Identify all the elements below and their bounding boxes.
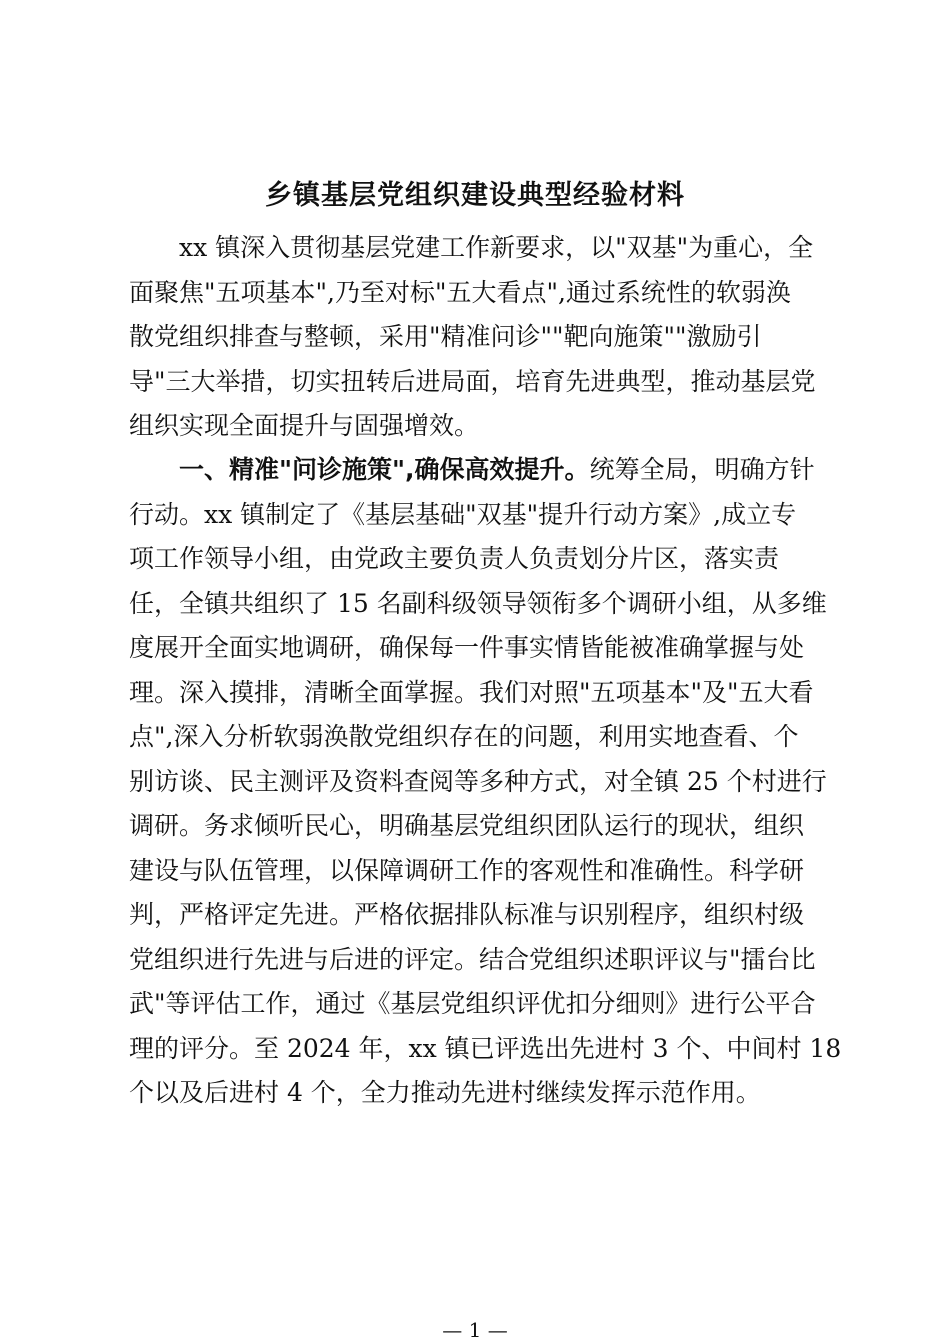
paragraph-line: 散党组织排查与整顿，采用"精准问诊""靶向施策""激励引 (129, 322, 762, 351)
paragraph-line: 项工作领导小组，由党政主要负责人负责划分片区，落实责 (129, 544, 780, 573)
section-heading: 一、精准"问诊施策",确保高效提升。 (179, 455, 590, 484)
paragraph-line: 别访谈、民主测评及资料查阅等多种方式，对全镇 25 个村进行 (129, 766, 827, 796)
paragraph-line: 任，全镇共组织了 15 名副科级领导领衔多个调研小组，从多维 (129, 588, 827, 618)
intro-paragraph (129, 226, 834, 449)
paragraph-line: 度展开全面实地调研，确保每一件事实情皆能被准确掌握与处 (129, 633, 805, 662)
paragraph-first-line (129, 448, 834, 493)
paragraph-line: 调研。务求倾听民心，明确基层党组织团队运行的现状，组织 (129, 811, 805, 840)
paragraph-line: 建设与队伍管理，以保障调研工作的客观性和准确性。科学研 (129, 855, 805, 885)
paragraph-line: 导"三大举措，切实扭转后进局面，培育先进典型，推动基层党 (129, 366, 816, 396)
paragraph-line: 理的评分。至 2024 年，xx 镇已评选出先进村 3 个、中间村 18 (129, 1033, 842, 1063)
paragraph-line: 组织实现全面提升与固强增效。 (129, 411, 480, 440)
paragraph-line: 点",深入分析软弱涣散党组织存在的问题，利用实地查看、个 (129, 722, 799, 751)
page-number: — 1 — (442, 1318, 508, 1342)
paragraph-line-rest: 统筹全局，明确方针 (589, 455, 815, 484)
paragraph-line: 理。深入摸排，清晰全面掌握。我们对照"五项基本"及"五大看 (129, 677, 814, 707)
paragraph-line: 面聚焦"五项基本",乃至对标"五大看点",通过系统性的软弱涣 (129, 277, 791, 307)
section-one-paragraph (129, 448, 842, 1116)
paragraph-line: xx 镇深入贯彻基层党建工作新要求，以"双基"为重心，全 (179, 233, 814, 262)
paragraph-line: 武"等评估工作，通过《基层党组织评优扣分细则》进行公平合 (129, 989, 816, 1018)
paragraph-line: 行动。xx 镇制定了《基层基础"双基"提升行动方案》,成立专 (129, 499, 797, 529)
paragraph-line: 个以及后进村 4 个，全力推动先进村继续发挥示范作用。 (129, 1078, 761, 1107)
document-title: 乡镇基层党组织建设典型经验材料 (265, 180, 685, 211)
paragraph-line: 判，严格评定先进。严格依据排队标准与识别程序，组织村级 (129, 900, 805, 929)
paragraph-line: 党组织进行先进与后进的评定。结合党组织述职评议与"擂台比 (129, 944, 816, 974)
